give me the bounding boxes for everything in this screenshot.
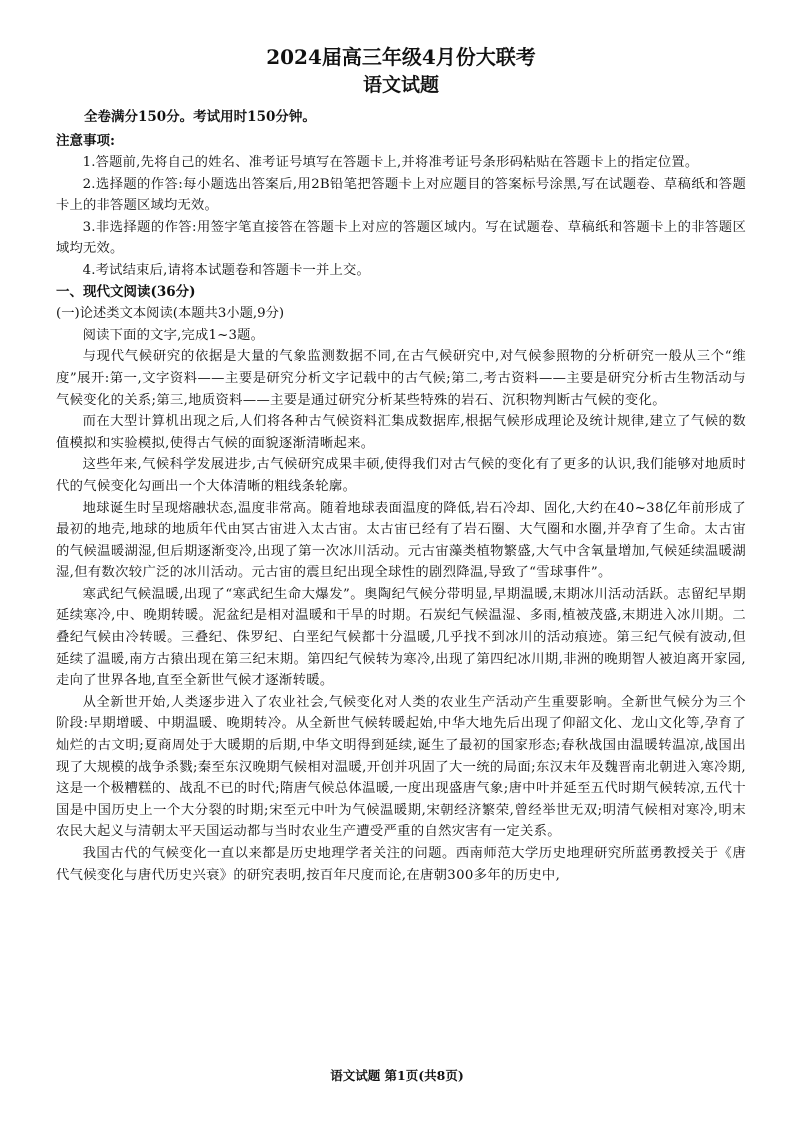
passage-paragraph: 而在大型计算机出现之后,人们将各种古气候资料汇集成数据库,根据气候形成理论及统计规律,建立了气候的数值模拟和实验模拟,使得古气候的面貌逐渐清晰起来。 <box>56 414 746 451</box>
exam-title: 2024届高三年级4月份大联考 <box>266 45 536 69</box>
passage-paragraph: 这些年来,气候科学发展进步,古气候研究成果丰硕,使得我们对古气候的变化有了更多的认识,我们能够对地质时代的气候变化勾画出一个大体清晰的粗线条轮廓。 <box>56 457 746 494</box>
reading-instruction: 阅读下面的文字,完成1~3题。 <box>82 327 265 343</box>
exam-subject: 语文试题 <box>362 74 439 96</box>
score-line: 全卷满分150分。考试用时150分钟。 <box>84 109 316 125</box>
reading-passage <box>56 346 746 886</box>
passage-paragraph: 从全新世开始,人类逐步进入了农业社会,气候变化对人类的农业生产活动产生重要影响。全新世气候分为三个阶段:早期增暖、中期温暖、晚期转冷。从全新世气候转暖起始,中华大地先后出现了仰韶文化、龙山文化等,孕育了灿烂的古文明;夏商周处于大暖期的后期,中华文明得到延续,诞生了最初的国家形态;春秋战国由温暖转温凉,战国出现了大规模的战争杀戮;秦至东汉晚期气候相对温暖,开创并巩固了大一统的局面;东汉末年及魏晋南北朝进入寒冷期,这是一个极糟糕的、战乱不已的时代;隋唐气候总体温暖,一度出现盛唐气象;唐中叶并延至五代时期气候转凉,五代十国是中国历史上一个大分裂的时期;宋至元中叶为气候温暖期,宋朝经济繁荣,曾经举世无双;明清气候相对寒冷,明末农民大起义与清朝太平天国运动都与当时农业生产遭受严重的自然灾害有一定关系。 <box>56 694 746 840</box>
exam-page <box>56 44 746 886</box>
notice-item: 4.考试结束后,请将本试题卷和答题卡一并上交。 <box>82 262 371 278</box>
notice-heading: 注意事项: <box>56 133 115 149</box>
notice-item: 1.答题前,先将自己的姓名、准考证号填写在答题卡上,并将准考证号条形码粘贴在答题卡上的指定位置。 <box>82 155 699 170</box>
passage-paragraph: 与现代气候研究的依据是大量的气象监测数据不同,在古气候研究中,对气候参照物的分析研究一般从三个“维度”展开:第一,文字资料——主要是研究分析文字记载中的古气候;第二,考古资料——主要是研究分析古生物活动与气候变化的关系;第三,地质资料——主要是通过研究分析某些特殊的岩石、沉积物判断古气候的变化。 <box>56 349 746 408</box>
passage-paragraph: 寒武纪气候温暖,出现了“寒武纪生命大爆发”。奥陶纪气候分带明显,早期温暖,末期冰川活动活跃。志留纪早期延续寒冷,中、晚期转暖。泥盆纪是相对温暖和干旱的时期。石炭纪气候温湿、多雨,植被茂盛,末期进入冰川期。二叠纪气候由冷转暖。三叠纪、侏罗纪、白垩纪气候都十分温暖,几乎找不到冰川的活动痕迹。第三纪气候有波动,但延续了温暖,南方古猿出现在第三纪末期。第四纪气候转为寒冷,出现了第四纪冰川期,非洲的晚期智人被迫离开家园,走向了世界各地,直至全新世气候才逐渐转暖。 <box>56 586 746 689</box>
subsection-title: (一)论述类文本阅读(本题共3小题,9分) <box>56 306 285 322</box>
page-footer: 语文试题 第1页(共8页) <box>330 1068 464 1083</box>
passage-paragraph: 地球诞生时呈现熔融状态,温度非常高。随着地球表面温度的降低,岩石冷却、固化,大约在40~38亿年前形成了最初的地壳,地球的地质年代由冥古宙进入太古宙。太古宙已经有了岩石圈、大气圈和水圈,并孕育了生命。太古宙的气候温暖湖湿,但后期逐渐变冷,出现了第一次冰川活动。元古宙藻类植物繁盛,大气中含氧量增加,气候延续温暖湖湿,但有数次较广泛的冰川活动。元古宙的震旦纪出现全球性的剧烈降温,导致了“雪球事件”。 <box>56 500 746 581</box>
notice-list <box>56 152 746 282</box>
notice-item: 2.选择题的作答:每小题选出答案后,用2B铅笔把答题卡上对应题目的答案标号涂黑,写在试题卷、草稿纸和答题卡上的非答题区域均无效。 <box>56 176 746 214</box>
passage-paragraph: 我国古代的气候变化一直以来都是历史地理学者关注的问题。西南师范大学历史地理研究所蓝勇教授关于《唐代气候变化与唐代历史兴衰》的研究表明,按百年尺度而论,在唐朝300多年的历史中, <box>56 846 746 883</box>
section-title: 一、现代文阅读(36分) <box>56 283 196 300</box>
notice-item: 3.非选择题的作答:用签字笔直接答在答题卡上对应的答题区域内。写在试题卷、草稿纸和答题卡上的非答题区域均无效。 <box>56 219 746 257</box>
